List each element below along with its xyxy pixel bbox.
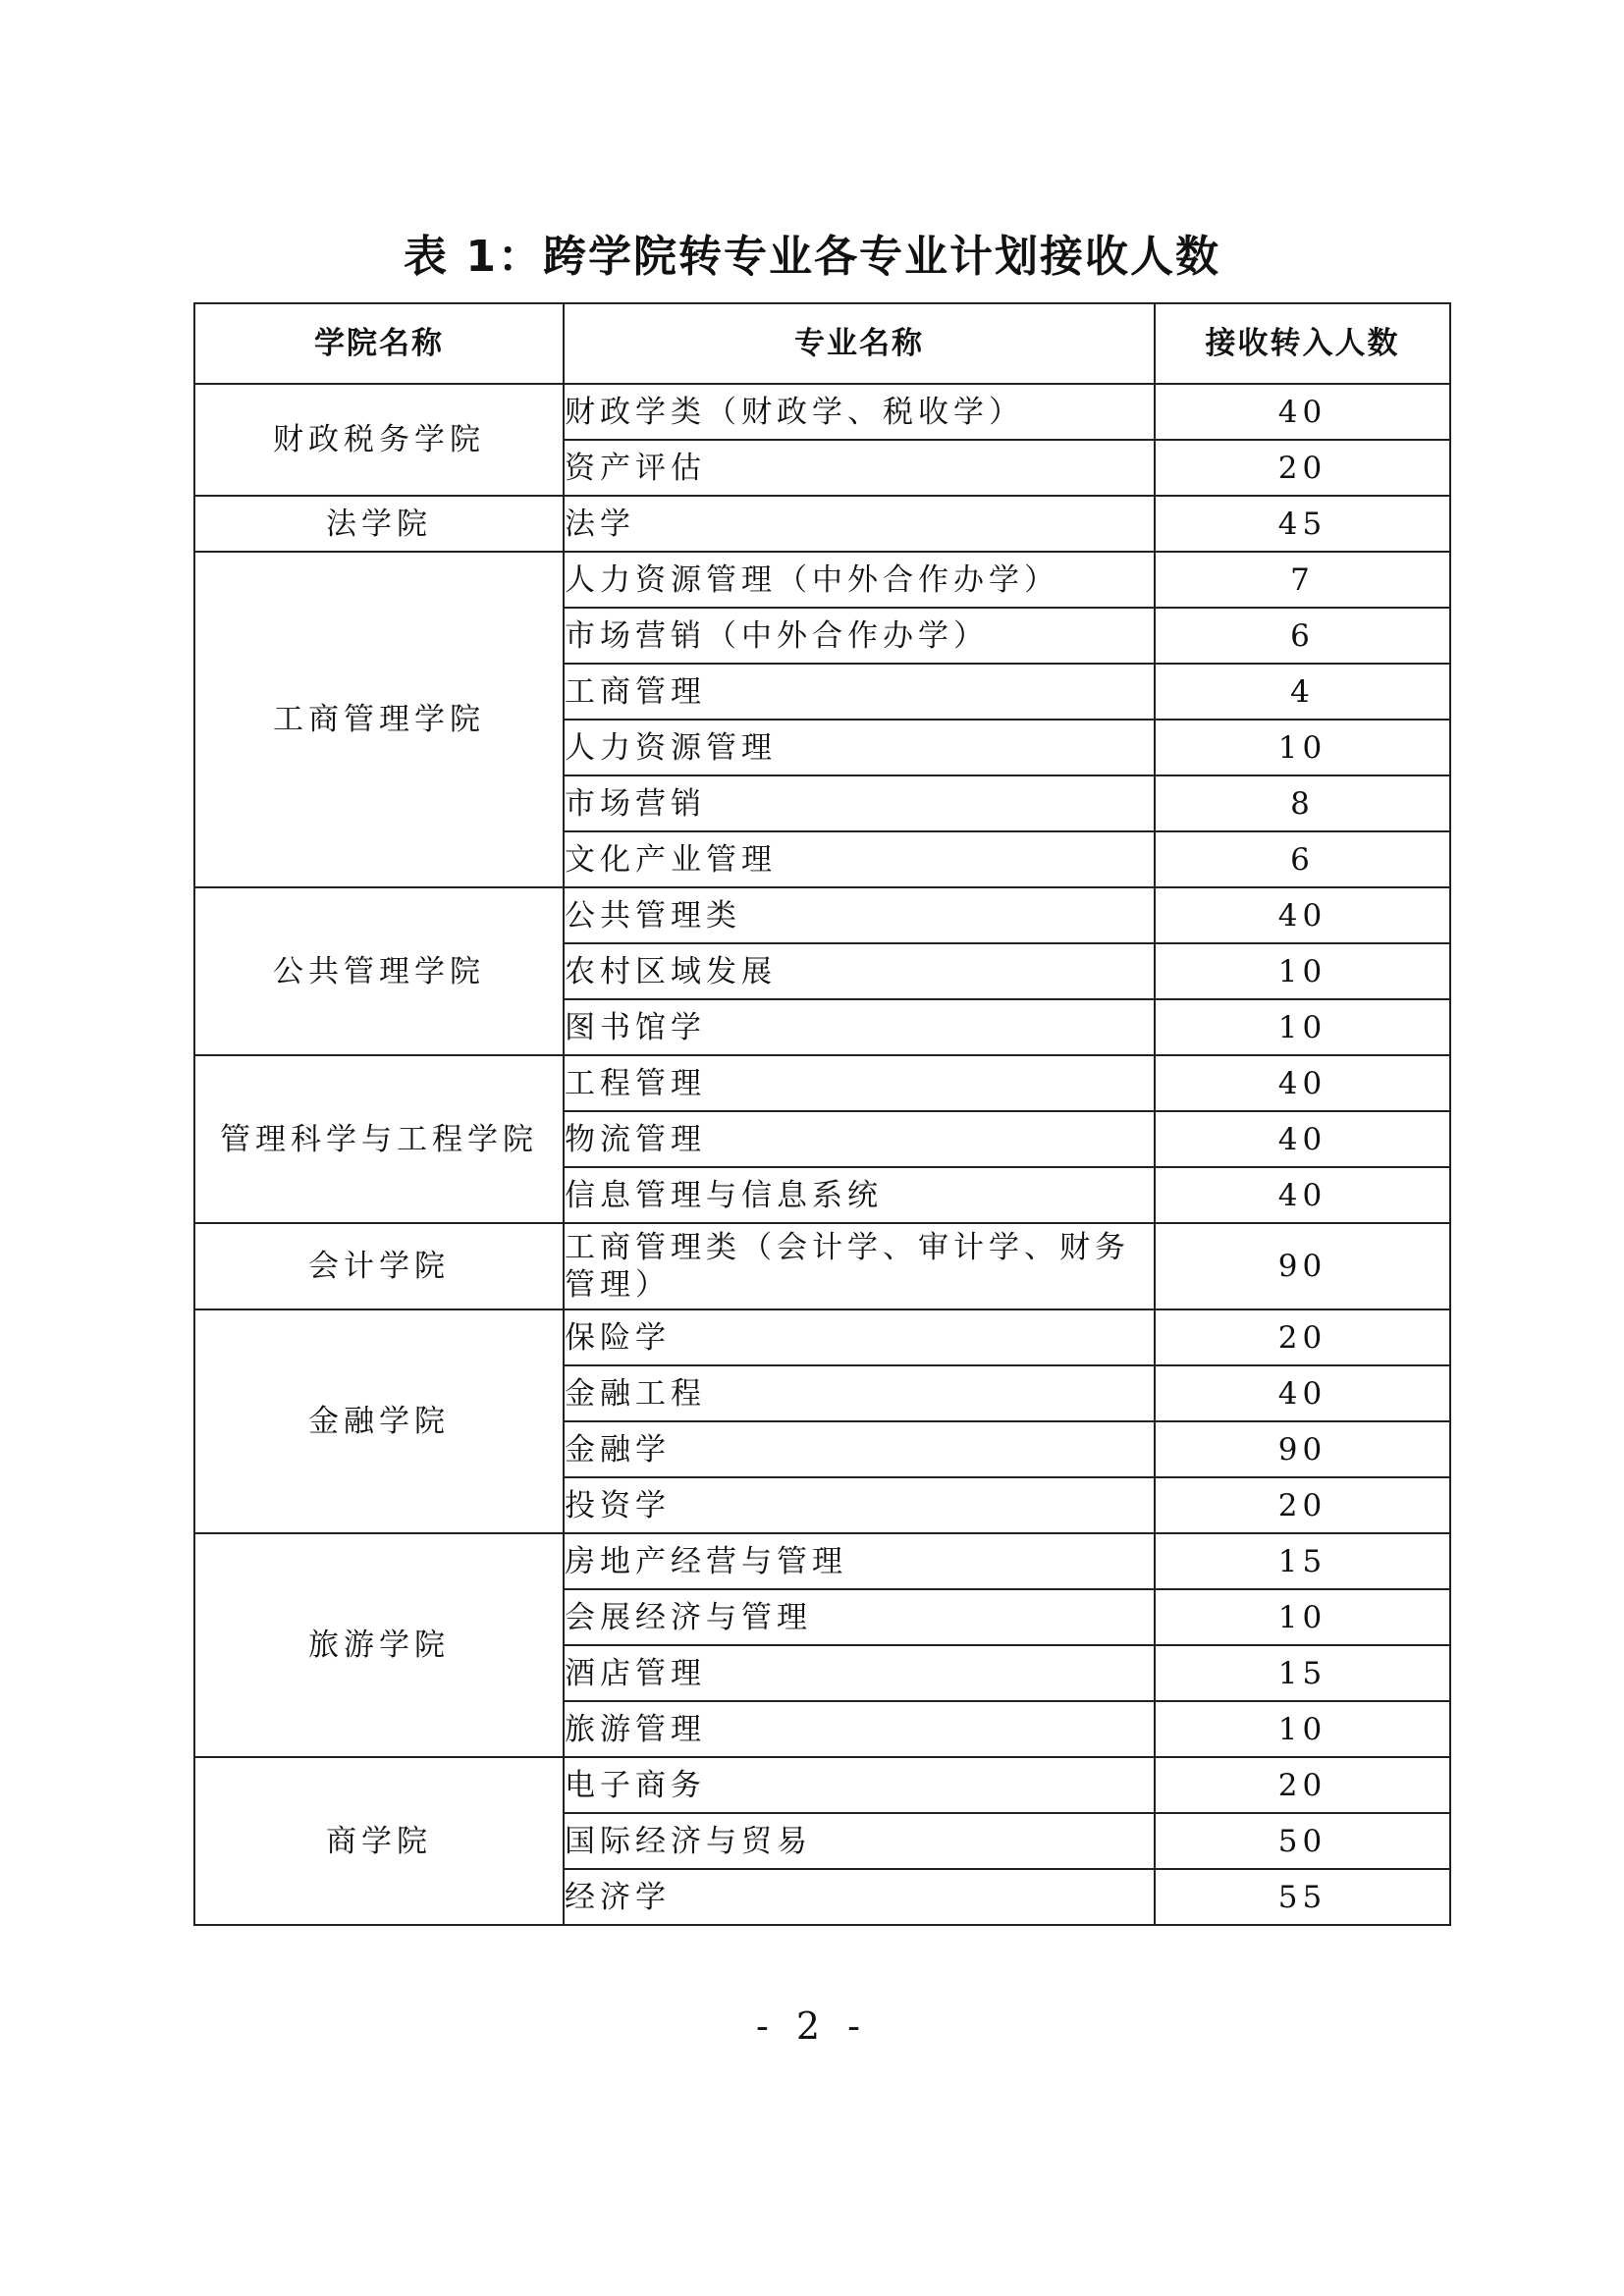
transfer-count-cell: 15 bbox=[1155, 1533, 1450, 1589]
major-name-cell: 物流管理 bbox=[564, 1111, 1155, 1167]
header-count: 接收转入人数 bbox=[1155, 303, 1450, 384]
transfer-count-cell: 6 bbox=[1155, 608, 1450, 664]
transfer-count-cell: 40 bbox=[1155, 1111, 1450, 1167]
transfer-count-cell: 40 bbox=[1155, 384, 1450, 440]
table-row bbox=[194, 496, 1450, 552]
college-name-cell: 旅游学院 bbox=[194, 1533, 564, 1757]
transfer-count-cell: 55 bbox=[1155, 1869, 1450, 1925]
transfer-count-cell: 20 bbox=[1155, 440, 1450, 496]
transfer-count-cell: 50 bbox=[1155, 1813, 1450, 1869]
major-name-cell: 工商管理 bbox=[564, 664, 1155, 720]
major-name-cell: 旅游管理 bbox=[564, 1701, 1155, 1757]
transfer-count-cell: 20 bbox=[1155, 1477, 1450, 1533]
table-header-row bbox=[194, 303, 1450, 384]
transfer-count-cell: 20 bbox=[1155, 1757, 1450, 1813]
table-row bbox=[194, 1055, 1450, 1111]
major-name-cell: 市场营销（中外合作办学） bbox=[564, 608, 1155, 664]
college-name-cell: 法学院 bbox=[194, 496, 564, 552]
transfer-count-cell: 40 bbox=[1155, 1365, 1450, 1421]
major-name-cell: 金融学 bbox=[564, 1421, 1155, 1477]
transfer-count-cell: 6 bbox=[1155, 831, 1450, 887]
table-body bbox=[194, 384, 1450, 1925]
transfer-count-cell: 10 bbox=[1155, 1589, 1450, 1645]
major-name-cell: 投资学 bbox=[564, 1477, 1155, 1533]
college-name-cell: 工商管理学院 bbox=[194, 552, 564, 887]
major-name-cell: 工程管理 bbox=[564, 1055, 1155, 1111]
table-row bbox=[194, 887, 1450, 943]
table-row bbox=[194, 384, 1450, 440]
transfer-count-cell: 45 bbox=[1155, 496, 1450, 552]
major-name-cell: 图书馆学 bbox=[564, 999, 1155, 1055]
major-name-cell: 公共管理类 bbox=[564, 887, 1155, 943]
major-name-cell: 法学 bbox=[564, 496, 1155, 552]
major-name-cell: 国际经济与贸易 bbox=[564, 1813, 1155, 1869]
major-name-cell: 保险学 bbox=[564, 1309, 1155, 1365]
table-row bbox=[194, 1309, 1450, 1365]
transfer-count-cell: 7 bbox=[1155, 552, 1450, 608]
transfer-plan-table bbox=[193, 302, 1451, 1926]
transfer-count-cell: 90 bbox=[1155, 1421, 1450, 1477]
transfer-count-cell: 4 bbox=[1155, 664, 1450, 720]
transfer-count-cell: 10 bbox=[1155, 720, 1450, 775]
major-name-cell: 人力资源管理 bbox=[564, 720, 1155, 775]
page-title: 表 1：跨学院转专业各专业计划接收人数 bbox=[404, 232, 1220, 282]
table-row bbox=[194, 1533, 1450, 1589]
transfer-count-cell: 10 bbox=[1155, 943, 1450, 999]
transfer-count-cell: 10 bbox=[1155, 1701, 1450, 1757]
header-major: 专业名称 bbox=[564, 303, 1155, 384]
table-row bbox=[194, 552, 1450, 608]
transfer-count-cell: 40 bbox=[1155, 887, 1450, 943]
transfer-count-cell: 20 bbox=[1155, 1309, 1450, 1365]
transfer-count-cell: 40 bbox=[1155, 1055, 1450, 1111]
major-name-cell: 财政学类（财政学、税收学） bbox=[564, 384, 1155, 440]
major-name-cell: 人力资源管理（中外合作办学） bbox=[564, 552, 1155, 608]
transfer-count-cell: 8 bbox=[1155, 775, 1450, 831]
table-row bbox=[194, 1223, 1450, 1309]
major-name-cell: 资产评估 bbox=[564, 440, 1155, 496]
transfer-count-cell: 10 bbox=[1155, 999, 1450, 1055]
transfer-count-cell: 40 bbox=[1155, 1167, 1450, 1223]
major-name-cell: 市场营销 bbox=[564, 775, 1155, 831]
transfer-count-cell: 90 bbox=[1155, 1223, 1450, 1309]
college-name-cell: 公共管理学院 bbox=[194, 887, 564, 1055]
college-name-cell: 会计学院 bbox=[194, 1223, 564, 1309]
major-name-cell: 农村区域发展 bbox=[564, 943, 1155, 999]
major-name-cell: 文化产业管理 bbox=[564, 831, 1155, 887]
table-row bbox=[194, 1757, 1450, 1813]
major-name-cell: 电子商务 bbox=[564, 1757, 1155, 1813]
major-name-cell: 房地产经营与管理 bbox=[564, 1533, 1155, 1589]
major-name-cell: 金融工程 bbox=[564, 1365, 1155, 1421]
major-name-cell: 酒店管理 bbox=[564, 1645, 1155, 1701]
page-number: - 2 - bbox=[755, 2004, 868, 2048]
major-name-cell: 经济学 bbox=[564, 1869, 1155, 1925]
college-name-cell: 管理科学与工程学院 bbox=[194, 1055, 564, 1223]
college-name-cell: 商学院 bbox=[194, 1757, 564, 1925]
major-name-cell: 工商管理类（会计学、审计学、财务管理） bbox=[564, 1223, 1155, 1309]
header-college: 学院名称 bbox=[194, 303, 564, 384]
college-name-cell: 财政税务学院 bbox=[194, 384, 564, 496]
transfer-count-cell: 15 bbox=[1155, 1645, 1450, 1701]
major-name-cell: 会展经济与管理 bbox=[564, 1589, 1155, 1645]
college-name-cell: 金融学院 bbox=[194, 1309, 564, 1533]
major-name-cell: 信息管理与信息系统 bbox=[564, 1167, 1155, 1223]
